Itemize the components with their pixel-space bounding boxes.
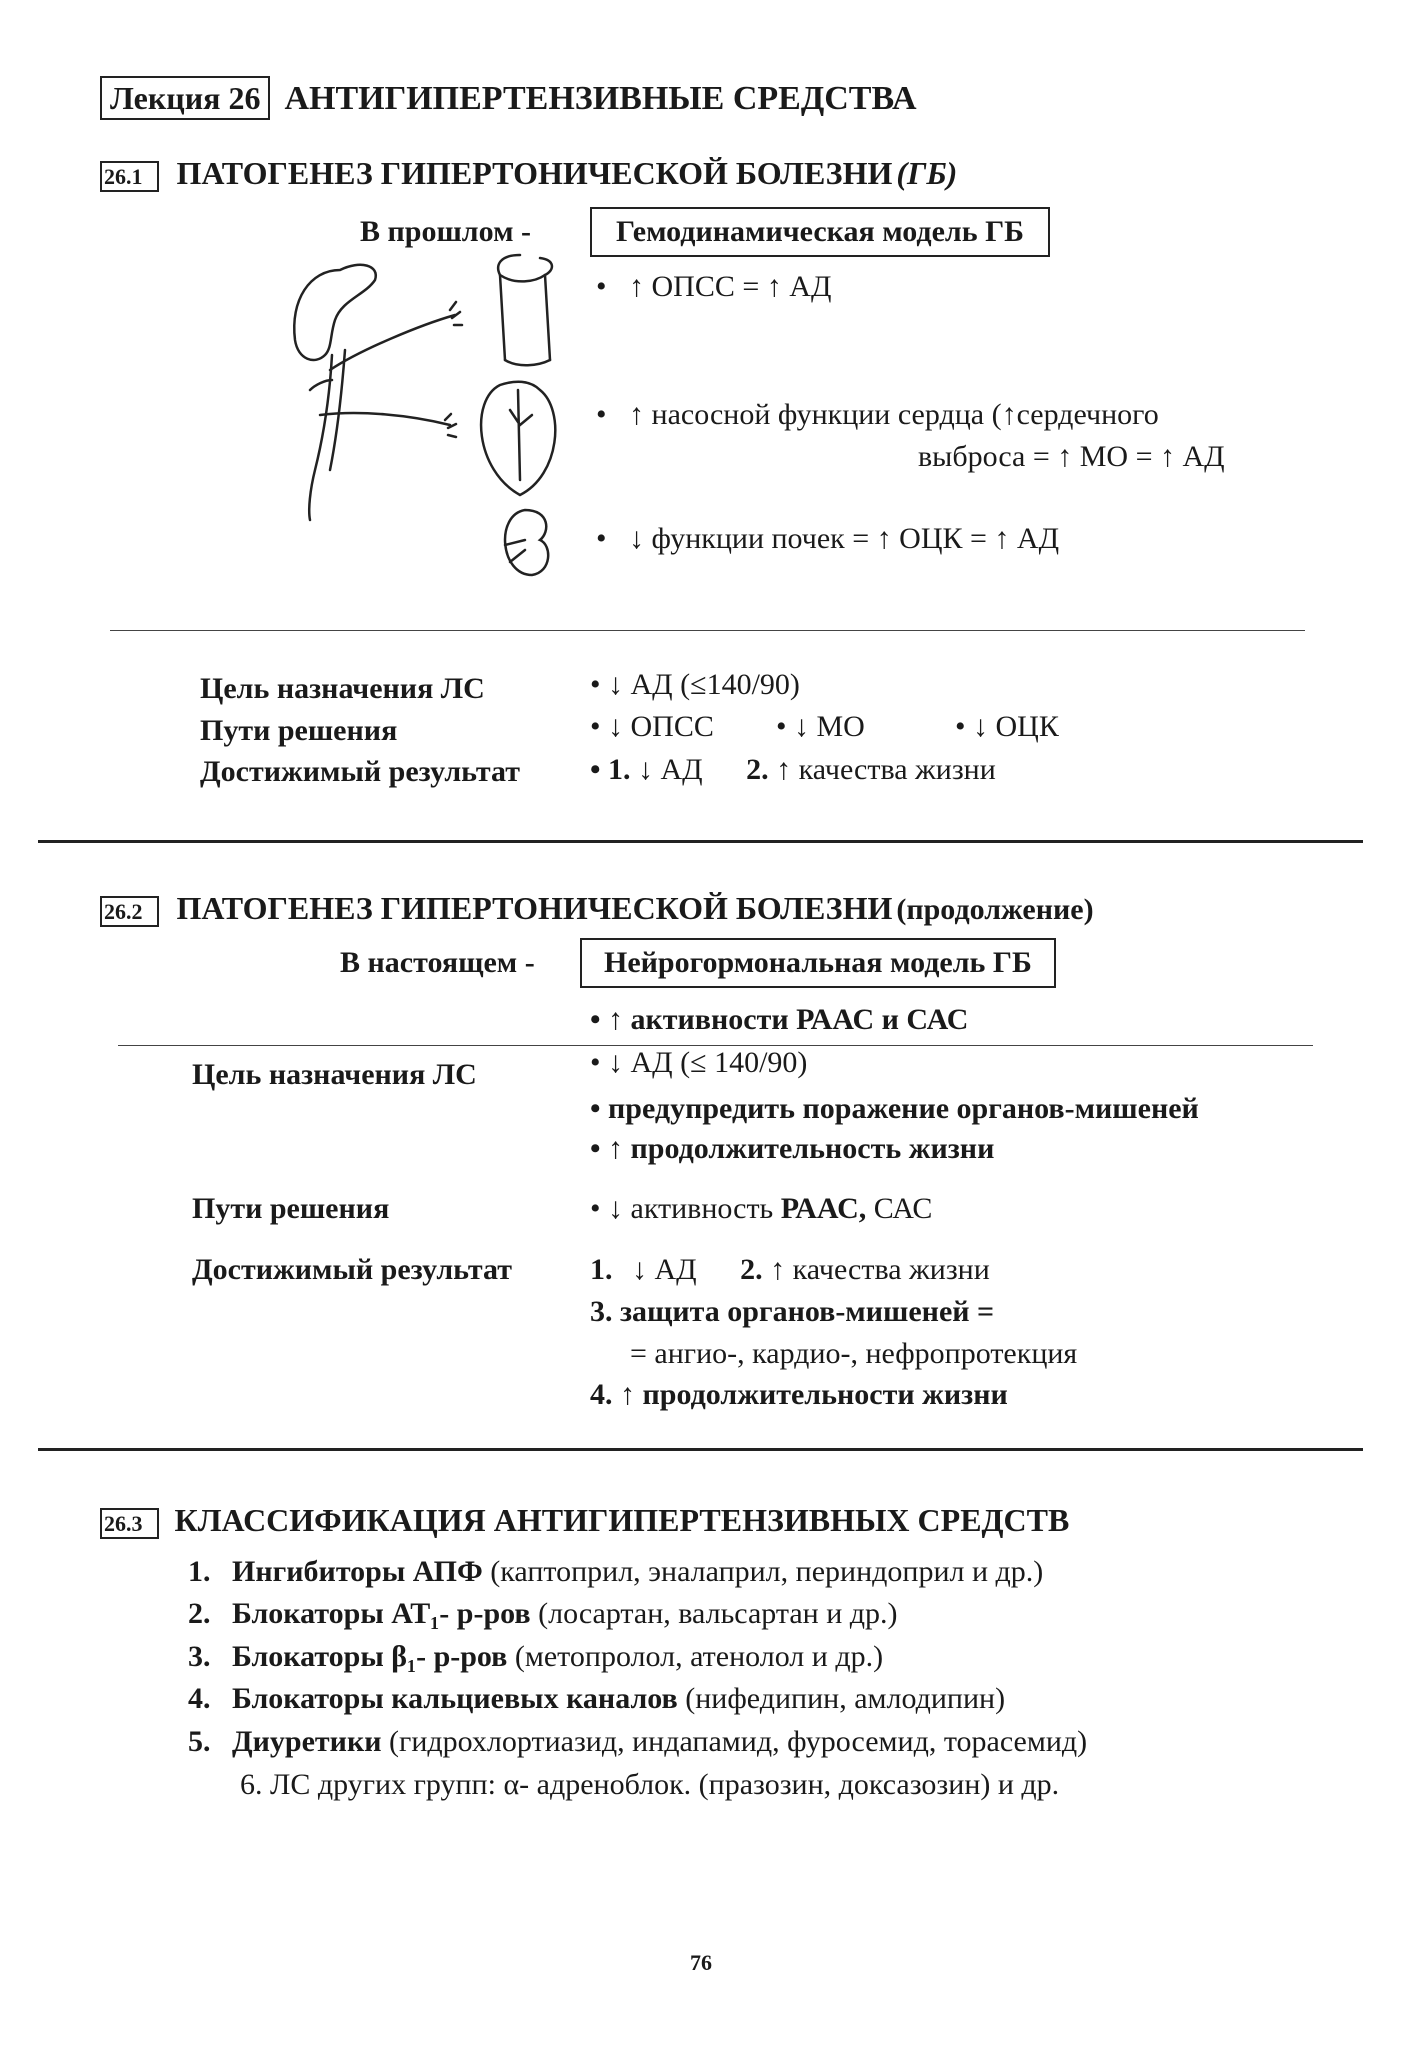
nervous-system-organs-diagram — [270, 240, 570, 600]
classification-item: 2. Блокаторы АТ₁- р-ров (лосартан, вальсартан и др.) — [188, 1597, 898, 1630]
s2-result-4: 4. ↑ продолжительности жизни — [590, 1378, 1008, 1411]
vessel-left — [498, 255, 520, 360]
classification-item-6: 6. ЛС других групп: α- адреноблок. (празозин, доксазозин) и др. — [240, 1768, 1060, 1801]
classification-item: 3. Блокаторы β₁- р-ров (метопролол, атенолол и др.) — [188, 1640, 884, 1673]
hemodynamic-model-box: Гемодинамическая модель ГБ — [590, 207, 1050, 257]
classification-item: 4. Блокаторы кальциевых каналов (нифедипин, амлодипин) — [188, 1682, 1006, 1715]
s2-goal-1: • ↓ АД (≤ 140/90) — [590, 1046, 808, 1079]
s1-bullet-1: • ↑ ОПСС = ↑ АД — [596, 270, 832, 303]
section-3-title: КЛАССИФИКАЦИЯ АНТИГИПЕРТЕНЗИВНЫХ СРЕДСТВ — [174, 1502, 1070, 1538]
lecture-title: АНТИГИПЕРТЕНЗИВНЫЕ СРЕДСТВА — [284, 80, 917, 117]
section-3-number: 26.3 — [100, 1508, 159, 1539]
section-2-number: 26.2 — [100, 896, 159, 927]
s1-bullet-2-cont: выброса = ↑ МО = ↑ АД — [918, 440, 1225, 473]
s1-result-label: Достижимый результат — [200, 755, 520, 788]
s2-ways-value: • ↓ активность РААС, САС — [590, 1192, 933, 1225]
s1-result-values: • 1. ↓ АД 2. ↑ качества жизни — [590, 753, 996, 786]
vessel-right — [540, 258, 552, 360]
s1-goal-label: Цель назначения ЛС — [200, 672, 485, 705]
divider-2 — [38, 1448, 1363, 1451]
s2-result-3b: = ангио-, кардио-, нефропротекция — [630, 1337, 1078, 1370]
s1-ways-1: • ↓ ОПСС — [590, 710, 714, 743]
classification-item: 5. Диуретики (гидрохлортиазид, индапамид, фуросемид, торасемид) — [188, 1725, 1088, 1758]
present-label: В настоящем - — [340, 946, 535, 979]
lecture-label: Лекция 26 — [100, 76, 270, 120]
section-2-title: ПАТОГЕНЕЗ ГИПЕРТОНИЧЕСКОЙ БОЛЕЗНИ — [176, 890, 893, 926]
section-2-title-paren: (продолжение) — [896, 893, 1094, 926]
section-1-title-paren: (ГБ) — [896, 155, 958, 191]
s1-ways-2: • ↓ МО — [776, 710, 865, 743]
s2-goal-2: • предупредить поражение органов-мишеней — [590, 1092, 1199, 1125]
s2-ways-label: Пути решения — [192, 1192, 390, 1225]
section-1-number: 26.1 — [100, 161, 159, 192]
classification-item: 1. Ингибиторы АПФ (каптоприл, эналаприл, периндоприл и др.) — [188, 1555, 1044, 1588]
s1-bullet-3: • ↓ функции почек = ↑ ОЦК = ↑ АД — [596, 522, 1060, 555]
s2-goal-label: Цель назначения ЛС — [192, 1058, 477, 1091]
lecture-header — [100, 80, 917, 118]
s2-goal-3: • ↑ продолжительность жизни — [590, 1132, 995, 1165]
s2-activity: • ↑ активности РААС и САС — [590, 1003, 969, 1036]
section-3-heading — [100, 1502, 1069, 1539]
s1-bullet-2: • ↑ насосной функции сердца (↑сердечного — [596, 398, 1159, 431]
neurohormonal-model-box: Нейрогормональная модель ГБ — [580, 938, 1056, 988]
section-1-title: ПАТОГЕНЕЗ ГИПЕРТОНИЧЕСКОЙ БОЛЕЗНИ — [176, 155, 893, 191]
section-2-heading — [100, 890, 1094, 927]
nerve-to-vessel — [330, 315, 455, 370]
s2-result-label: Достижимый результат — [192, 1253, 512, 1286]
section-1-heading — [100, 155, 957, 192]
s2-result-3: 3. защита органов-мишеней = — [590, 1295, 995, 1328]
brain-shape — [294, 265, 376, 360]
s1-ways-3: • ↓ ОЦК — [955, 710, 1059, 743]
s1-ways-label: Пути решения — [200, 714, 398, 747]
s1-goal-value: • ↓ АД (≤140/90) — [590, 668, 800, 701]
divider-thin-1 — [110, 630, 1305, 631]
divider-1 — [38, 840, 1363, 843]
page-number: 76 — [690, 1950, 712, 1975]
past-label: В прошлом - — [360, 215, 531, 248]
s2-result-line-1: 1. ↓ АД 2. ↑ качества жизни — [590, 1253, 990, 1286]
